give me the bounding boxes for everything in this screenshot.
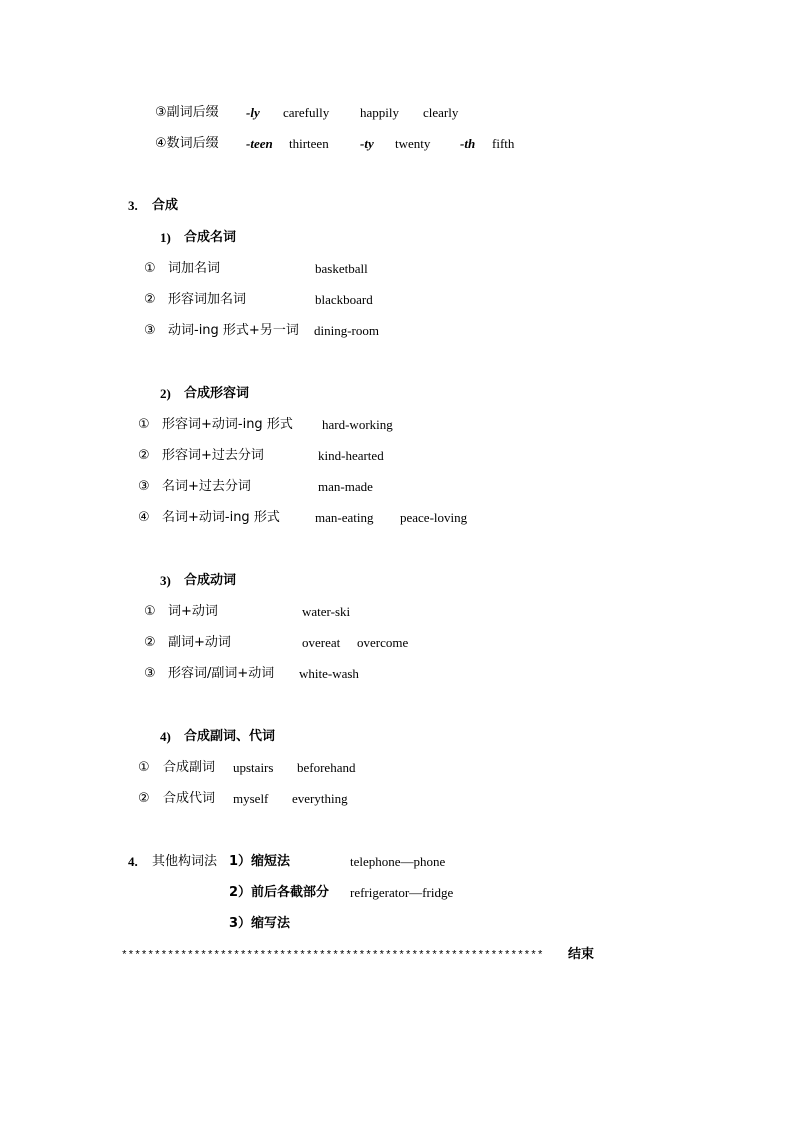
verb-item-3-example: white-wash bbox=[299, 666, 359, 681]
numeral-suffix-teen: -teen bbox=[246, 136, 273, 151]
adverb-word-1: carefully bbox=[283, 105, 330, 120]
verb-item-3-label: 形容词/副词+动词 bbox=[168, 666, 275, 681]
advpron-item-1-example-1: upstairs bbox=[233, 760, 274, 775]
advpron-item-2-label: 合成代词 bbox=[163, 791, 216, 806]
adverb-suffix: -ly bbox=[246, 105, 260, 120]
compound-noun-title: 合成名词 bbox=[184, 230, 237, 245]
verb-item-2-marker: ② bbox=[144, 635, 156, 650]
compound-adjective-title: 合成形容词 bbox=[184, 386, 250, 401]
adj-item-3-marker: ③ bbox=[138, 479, 150, 494]
adj-item-4-marker: ④ bbox=[138, 510, 150, 525]
noun-item-1-label: 词加名词 bbox=[168, 261, 221, 276]
other-item-3-label: 3）缩写法 bbox=[229, 916, 291, 931]
noun-item-2-example: blackboard bbox=[315, 292, 373, 307]
noun-item-2-label: 形容词加名词 bbox=[168, 292, 247, 307]
other-item-1-example: telephone—phone bbox=[350, 854, 446, 869]
noun-item-3-example: dining-room bbox=[314, 323, 379, 338]
compound-verb-title: 合成动词 bbox=[184, 573, 237, 588]
advpron-item-2-example-2: everything bbox=[292, 791, 348, 806]
verb-item-2-example-1: overeat bbox=[302, 635, 341, 650]
advpron-item-1-label: 合成副词 bbox=[163, 760, 216, 775]
adj-item-3-example: man-made bbox=[318, 479, 373, 494]
adverb-word-2: happily bbox=[360, 105, 399, 120]
noun-item-1-marker: ① bbox=[144, 261, 156, 276]
compound-adjective-number: 2) bbox=[160, 386, 171, 401]
adj-item-2-example: kind-hearted bbox=[318, 448, 384, 463]
adj-item-2-label: 形容词+过去分词 bbox=[162, 448, 264, 463]
adj-item-1-label: 形容词+动词-ing 形式 bbox=[162, 417, 293, 432]
section-3-title: 合成 bbox=[152, 198, 179, 213]
compound-adv-pron-number: 4) bbox=[160, 729, 171, 744]
adj-item-4-label: 名词+动词-ing 形式 bbox=[162, 510, 280, 525]
verb-item-1-example: water-ski bbox=[302, 604, 351, 619]
end-text: 结束 bbox=[568, 947, 595, 962]
compound-adv-pron-title: 合成副词、代词 bbox=[184, 729, 276, 744]
numeral-suffix-th: -th bbox=[460, 136, 476, 151]
section-4-number: 4. bbox=[128, 854, 138, 869]
adverb-word-3: clearly bbox=[423, 105, 459, 120]
adj-item-4-example-1: man-eating bbox=[315, 510, 374, 525]
verb-item-1-marker: ① bbox=[144, 604, 156, 619]
other-item-1-label: 1）缩短法 bbox=[229, 854, 291, 869]
numeral-word-fifth: fifth bbox=[492, 136, 515, 151]
adj-item-4-example-2: peace-loving bbox=[400, 510, 468, 525]
verb-item-2-label: 副词+动词 bbox=[168, 635, 231, 650]
other-item-2-label: 2）前后各截部分 bbox=[229, 885, 330, 900]
adverb-suffix-label: ③副词后缀 bbox=[155, 105, 219, 120]
other-item-2-example: refrigerator—fridge bbox=[350, 885, 454, 900]
verb-item-3-marker: ③ bbox=[144, 666, 156, 681]
compound-verb-number: 3) bbox=[160, 573, 171, 588]
advpron-item-2-example-1: myself bbox=[233, 791, 269, 806]
verb-item-1-label: 词+动词 bbox=[168, 604, 218, 619]
numeral-word-twenty: twenty bbox=[395, 136, 431, 151]
section-3-number: 3. bbox=[128, 198, 138, 213]
adj-item-2-marker: ② bbox=[138, 448, 150, 463]
end-stars: **************************************************************** bbox=[121, 950, 544, 962]
advpron-item-1-marker: ① bbox=[138, 760, 150, 775]
numeral-word-thirteen: thirteen bbox=[289, 136, 329, 151]
adj-item-3-label: 名词+过去分词 bbox=[162, 479, 251, 494]
noun-item-2-marker: ② bbox=[144, 292, 156, 307]
noun-item-1-example: basketball bbox=[315, 261, 368, 276]
advpron-item-1-example-2: beforehand bbox=[297, 760, 356, 775]
verb-item-2-example-2: overcome bbox=[357, 635, 409, 650]
advpron-item-2-marker: ② bbox=[138, 791, 150, 806]
compound-noun-number: 1) bbox=[160, 230, 171, 245]
noun-item-3-label: 动词-ing 形式+另一词 bbox=[168, 323, 299, 338]
numeral-suffix-label: ④数词后缀 bbox=[155, 136, 219, 151]
section-4-title: 其他构词法 bbox=[152, 854, 218, 869]
adj-item-1-marker: ① bbox=[138, 417, 150, 432]
numeral-suffix-ty: -ty bbox=[360, 136, 374, 151]
noun-item-3-marker: ③ bbox=[144, 323, 156, 338]
adj-item-1-example: hard-working bbox=[322, 417, 393, 432]
